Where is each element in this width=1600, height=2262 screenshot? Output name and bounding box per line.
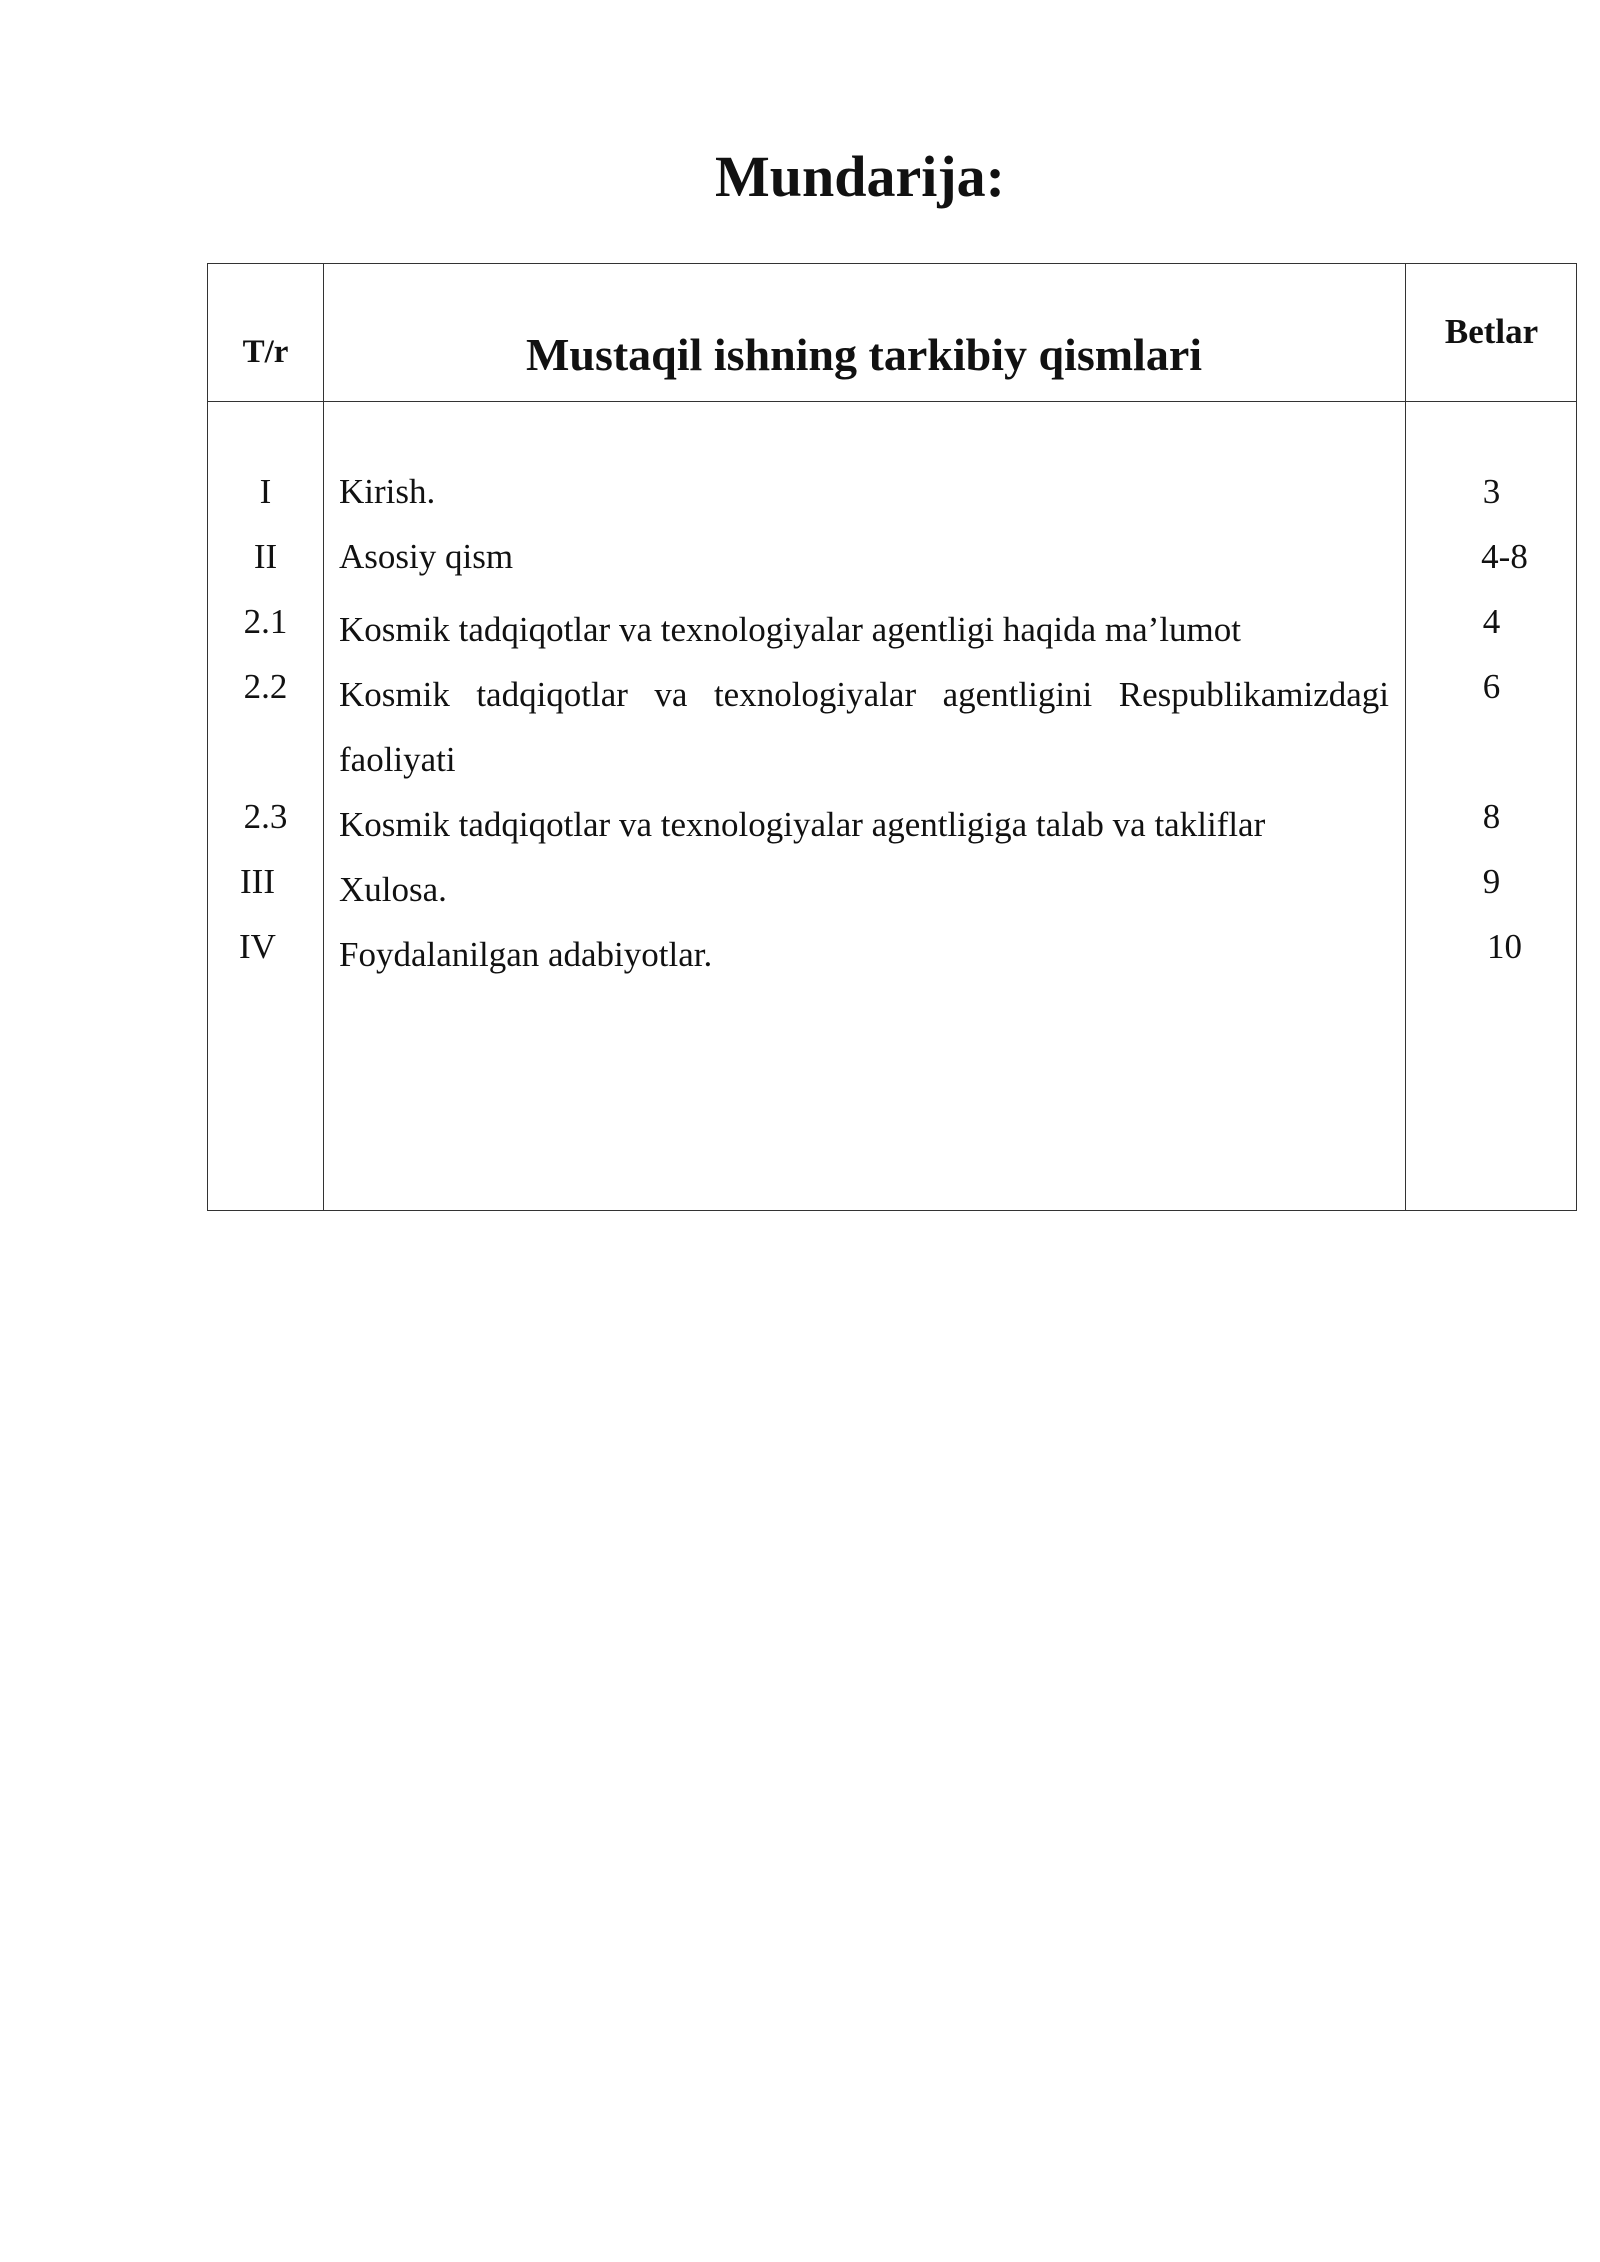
header-title: Mustaqil ishning tarkibiy qismlari [525, 329, 1203, 380]
row-page: 3 [1482, 472, 1501, 511]
row-page: 10 [1487, 927, 1522, 966]
row-number: 2.2 [243, 667, 288, 706]
row-title [339, 662, 1389, 792]
row-page: 8 [1482, 797, 1501, 836]
column-divider [1405, 264, 1406, 1210]
row-page: 6 [1482, 667, 1501, 706]
row-number: 2.3 [243, 797, 288, 836]
header-divider [208, 401, 1576, 402]
row-page: 9 [1482, 862, 1501, 901]
row-title: Foydalanilgan adabiyotlar. [339, 935, 713, 974]
row-title: Kosmik tadqiqotlar va texnologiyalar agentligi haqida ma’lumot [339, 610, 1242, 649]
column-divider [323, 264, 324, 1210]
row-title: Kirish. [339, 472, 436, 511]
row-page: 4 [1482, 602, 1501, 641]
page-title: Mundarija: [715, 144, 1005, 209]
row-number: III [240, 862, 275, 901]
header-number: T/r [242, 334, 289, 370]
row-number: I [259, 472, 272, 511]
row-number: 2.1 [243, 602, 288, 641]
contents-table [207, 263, 1577, 1211]
row-title: Kosmik tadqiqotlar va texnologiyalar agentligiga talab va takliflar [339, 805, 1266, 844]
row-title: Xulosa. [339, 870, 447, 909]
row-title-line: Kosmik tadqiqotlar va texnologiyalar agentligini Respublikamizdagi [339, 675, 1389, 714]
row-number: II [253, 537, 278, 576]
row-number: IV [239, 927, 276, 966]
header-pages: Betlar [1444, 312, 1539, 351]
row-title-line: faoliyati [339, 740, 456, 779]
row-title: Asosiy qism [339, 537, 514, 576]
row-page: 4-8 [1481, 537, 1528, 576]
